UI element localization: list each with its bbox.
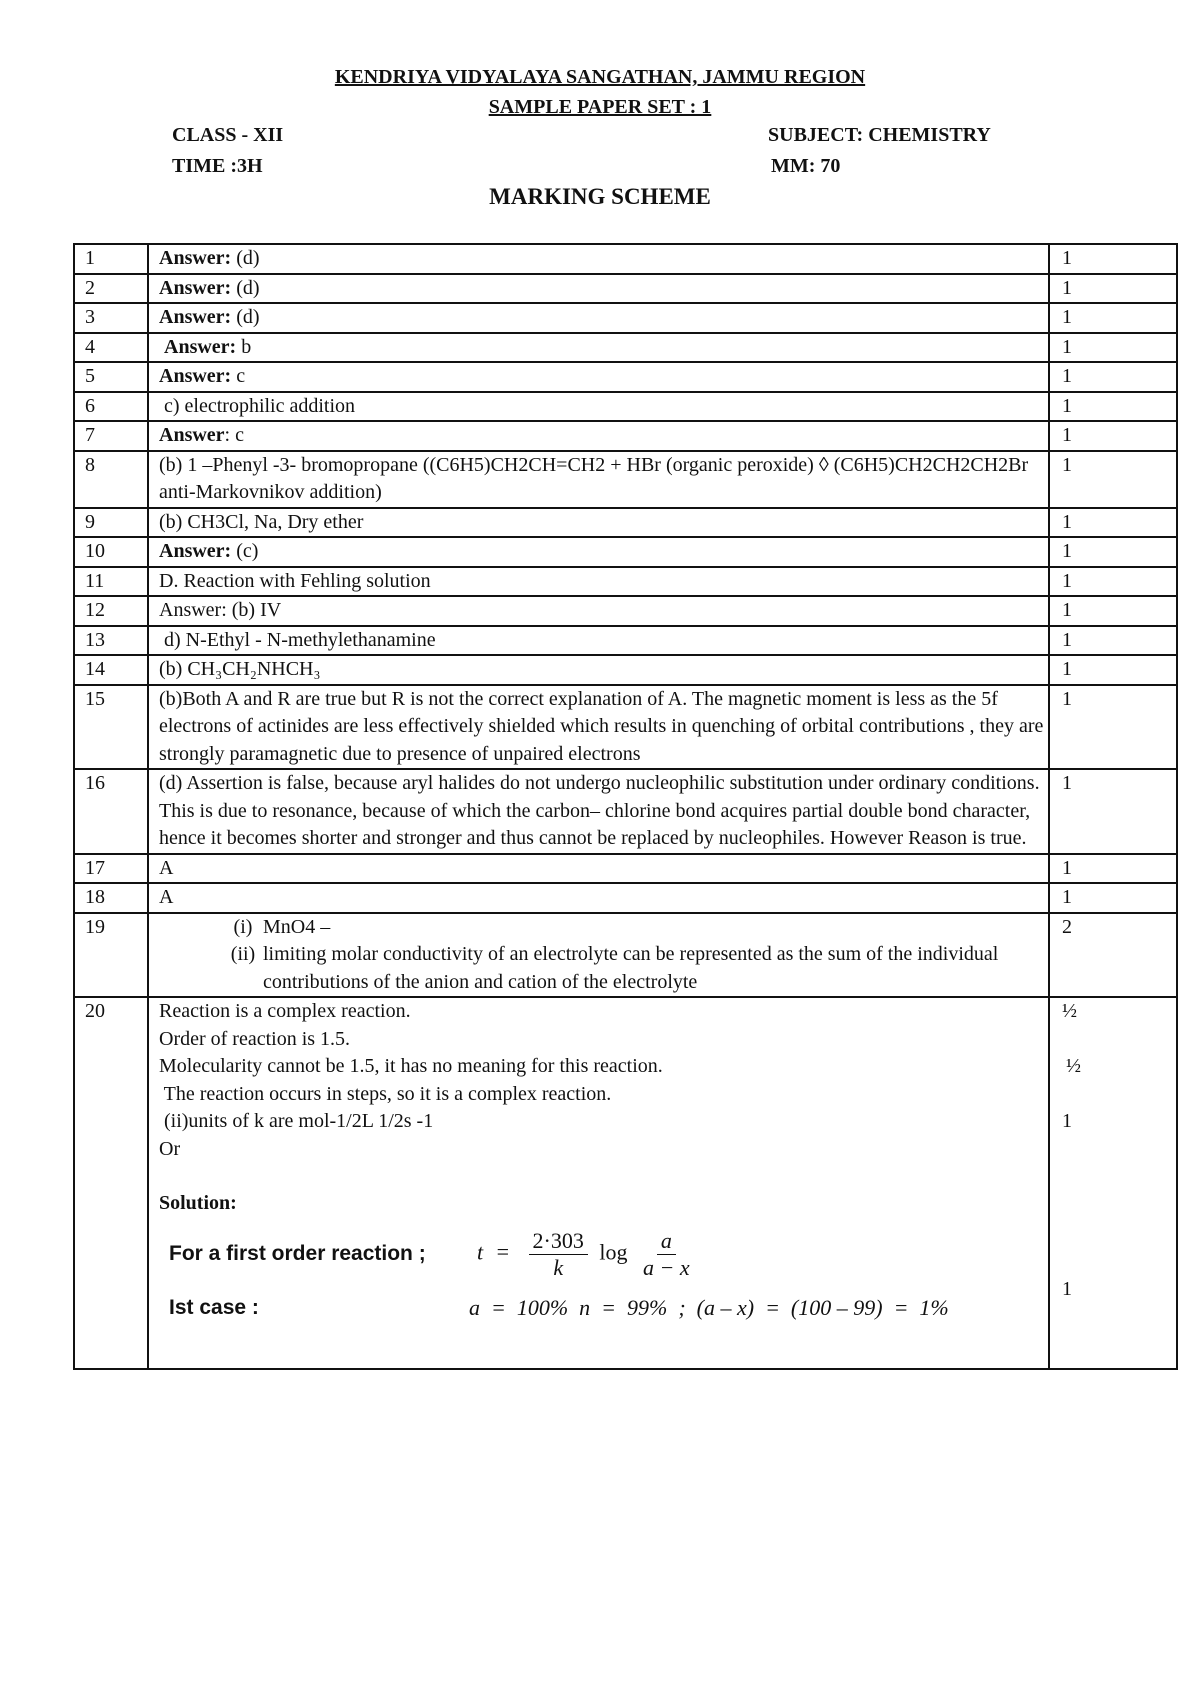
table-row <box>74 451 1177 508</box>
answer-text: D. Reaction with Fehling solution <box>159 569 431 592</box>
marks-cell: 1 <box>1049 626 1177 656</box>
answer-rows <box>74 244 1177 913</box>
table-row <box>74 596 1177 626</box>
answer-line: Or <box>159 1137 181 1160</box>
fraction-constant <box>529 1228 588 1281</box>
question-number: 7 <box>74 421 148 451</box>
question-number: 18 <box>74 883 148 913</box>
marks-cell: 1 <box>1049 854 1177 884</box>
answer-cell <box>148 362 1049 392</box>
marks-cell: 1 <box>1049 567 1177 597</box>
table-row-q19 <box>74 913 1177 998</box>
marks-cell: 1 <box>1049 244 1177 274</box>
answer-cell <box>148 626 1049 656</box>
answer-text: (d) Assertion is false, because aryl halides do not undergo nucleophilic substitution under ordinary conditions. This is due to resonance, because of which the carbon– chlorine bond acquires partial double bond character, hence it becomes shorter and stronger and thus cannot be replaced by nucleophiles. However Reason is true. <box>159 772 1045 849</box>
spacer <box>159 1163 1048 1190</box>
question-number: 5 <box>74 362 148 392</box>
table-row <box>74 685 1177 770</box>
indent-spacer <box>159 941 223 996</box>
mark-value: 1 <box>1062 1110 1072 1132</box>
answer-label: Answer <box>159 424 225 446</box>
spacer <box>1062 1136 1176 1276</box>
marks-cell: 1 <box>1049 451 1177 508</box>
question-number: 19 <box>74 913 148 998</box>
marks-cell: 1 <box>1049 274 1177 304</box>
table-row <box>74 244 1177 274</box>
marks-cell: 1 <box>1049 537 1177 567</box>
question-number: 3 <box>74 303 148 333</box>
indent-spacer <box>159 914 223 942</box>
answer-cell <box>148 883 1049 913</box>
mark-value: 1 <box>1062 1277 1072 1300</box>
answer-text: d) N-Ethyl - N-methylethanamine <box>159 628 436 651</box>
formula-t: t <box>477 1239 484 1265</box>
answer-cell <box>148 451 1049 508</box>
question-number: 15 <box>74 685 148 770</box>
formula-log: log <box>599 1239 628 1265</box>
answer-label: Answer: <box>159 276 232 299</box>
formula-lead: For a first order reaction ; <box>169 1241 426 1265</box>
solution-label: Solution: <box>159 1192 237 1214</box>
question-number: 14 <box>74 655 148 685</box>
answer-text: (b) CH3Cl, Na, Dry ether <box>159 510 364 533</box>
table-row <box>74 626 1177 656</box>
table-row <box>74 854 1177 884</box>
case-label: Ist case : <box>169 1295 259 1319</box>
table-row <box>74 333 1177 363</box>
question-number: 12 <box>74 596 148 626</box>
answer-cell <box>148 685 1049 770</box>
answer-cell <box>148 769 1049 854</box>
answer-line: Molecularity cannot be 1.5, it has no meaning for this reaction. <box>159 1055 663 1077</box>
table-row <box>74 303 1177 333</box>
formula-line <box>159 1228 1048 1284</box>
question-number: 4 <box>74 333 148 363</box>
answer-text: b <box>236 335 252 358</box>
marks-cell: 1 <box>1049 362 1177 392</box>
sub-answer-list <box>159 914 1048 997</box>
case-line <box>159 1290 1048 1330</box>
marks-cell: 1 <box>1049 883 1177 913</box>
fraction-denominator: k <box>553 1254 564 1280</box>
marks-cell: 1 <box>1049 303 1177 333</box>
answer-text: c) electrophilic addition <box>159 394 356 417</box>
answer-label: Answer: <box>159 335 237 358</box>
class-label: CLASS - XII <box>172 124 284 146</box>
table-row <box>74 392 1177 422</box>
answer-cell <box>148 508 1049 538</box>
answer-cell <box>148 244 1049 274</box>
fraction-numerator: 2·303 <box>529 1228 588 1255</box>
answer-text: A <box>159 856 174 879</box>
page-title: MARKING SCHEME <box>489 184 711 209</box>
answer-cell <box>148 567 1049 597</box>
marks-cell: 1 <box>1049 769 1177 854</box>
answer-cell <box>148 913 1049 998</box>
answer-text: (d) <box>231 306 260 328</box>
answer-text: (b) CH₃CH₂NHCH₃ <box>159 658 321 680</box>
sub-answer-index: (i) <box>233 915 253 938</box>
answer-text: (d) <box>231 276 260 299</box>
table-row <box>74 508 1177 538</box>
fraction-denominator: a − x <box>643 1254 690 1280</box>
table-row <box>74 274 1177 304</box>
paper-set-heading: SAMPLE PAPER SET : 1 <box>488 96 712 118</box>
answer-text: (c) <box>231 540 259 562</box>
answer-text: (b) 1 –Phenyl -3- bromopropane ((C6H5)CH2CH=CH2 + HBr (organic peroxide) ◊ (C6H5)CH2CH2CH2Br anti-Markovnikov addition) <box>159 453 1034 503</box>
table-row <box>74 567 1177 597</box>
question-number: 13 <box>74 626 148 656</box>
subject-label: SUBJECT: CHEMISTRY <box>768 124 991 146</box>
table-row <box>74 421 1177 451</box>
answer-text: Answer: (b) IV <box>159 599 282 621</box>
marks-cell: 1 <box>1049 392 1177 422</box>
table-row <box>74 883 1177 913</box>
answer-label: Answer: <box>159 540 232 562</box>
question-number: 9 <box>74 508 148 538</box>
answer-line: The reaction occurs in steps, so it is a complex reaction. <box>159 1082 612 1105</box>
spacer <box>1062 1026 1176 1054</box>
marks-cell: 1 <box>1049 333 1177 363</box>
marks-cell: 1 <box>1049 596 1177 626</box>
question-number: 2 <box>74 274 148 304</box>
marks-cell: 2 <box>1049 913 1177 998</box>
formula-equals: = <box>496 1239 510 1265</box>
fraction-numerator: a <box>657 1228 676 1255</box>
sub-answer-index: (ii) <box>230 943 256 965</box>
answer-label: Answer: <box>159 247 232 269</box>
marks-cell: 1 <box>1049 421 1177 451</box>
answer-cell <box>148 303 1049 333</box>
marks-cell: 1 <box>1049 655 1177 685</box>
question-number: 20 <box>74 997 148 1369</box>
question-number: 17 <box>74 854 148 884</box>
answer-cell <box>148 537 1049 567</box>
answer-text: (b)Both A and R are true but R is not the correct explanation of A. The magnetic moment is less as the 5f electrons of actinides are less effectively shielded which results in quenching of orbital contributions , they are strongly paramagnetic due to presence of unpaired electrons <box>159 687 1049 765</box>
marks-cell: 1 <box>1049 508 1177 538</box>
question-number: 10 <box>74 537 148 567</box>
mark-value: ½ <box>1066 1055 1081 1077</box>
spacer <box>1062 1081 1176 1109</box>
answer-text: A <box>159 886 174 908</box>
answer-cell <box>148 421 1049 451</box>
sub-answer-text: MnO4 – <box>263 915 331 938</box>
answer-rows-extended <box>74 913 1177 1370</box>
answer-cell <box>148 274 1049 304</box>
answer-text: c <box>231 365 246 387</box>
answer-cell <box>148 655 1049 685</box>
answer-line: Reaction is a complex reaction. <box>159 1000 411 1022</box>
marks-cell <box>1049 997 1177 1369</box>
max-marks-label: MM: 70 <box>771 155 841 177</box>
mark-value: ½ <box>1062 1000 1077 1022</box>
first-order-formula <box>477 1228 700 1281</box>
marking-scheme-table <box>73 243 1178 1370</box>
case-values: a = 100% n = 99% ; (a – x) = (100 – 99) = 1% <box>469 1294 949 1320</box>
question-number: 1 <box>74 244 148 274</box>
answer-text: (d) <box>231 247 260 269</box>
question-number: 11 <box>74 567 148 597</box>
answer-line: (ii)units of k are mol-1/2L 1/2s -1 <box>159 1110 434 1132</box>
question-number: 8 <box>74 451 148 508</box>
answer-cell <box>148 333 1049 363</box>
answer-label: Answer: <box>159 306 232 328</box>
table-row <box>74 769 1177 854</box>
answer-cell <box>148 596 1049 626</box>
question-number: 16 <box>74 769 148 854</box>
table-row <box>74 537 1177 567</box>
time-label: TIME :3H <box>172 155 263 177</box>
answer-cell <box>148 997 1049 1369</box>
table-row <box>74 362 1177 392</box>
sub-answer-text: limiting molar conductivity of an electrolyte can be represented as the sum of the individual contributions of the anion and cation of the electrolyte <box>263 943 999 993</box>
question-number: 6 <box>74 392 148 422</box>
table-row <box>74 655 1177 685</box>
answer-cell <box>148 854 1049 884</box>
table-row-q20 <box>74 997 1177 1369</box>
answer-line: Order of reaction is 1.5. <box>159 1027 351 1050</box>
organization-heading: KENDRIYA VIDYALAYA SANGATHAN, JAMMU REGION <box>334 66 866 88</box>
fraction-concentration <box>639 1228 694 1281</box>
answer-text: : c <box>224 424 244 446</box>
answer-cell <box>148 392 1049 422</box>
marks-cell: 1 <box>1049 685 1177 770</box>
answer-label: Answer: <box>159 365 232 387</box>
